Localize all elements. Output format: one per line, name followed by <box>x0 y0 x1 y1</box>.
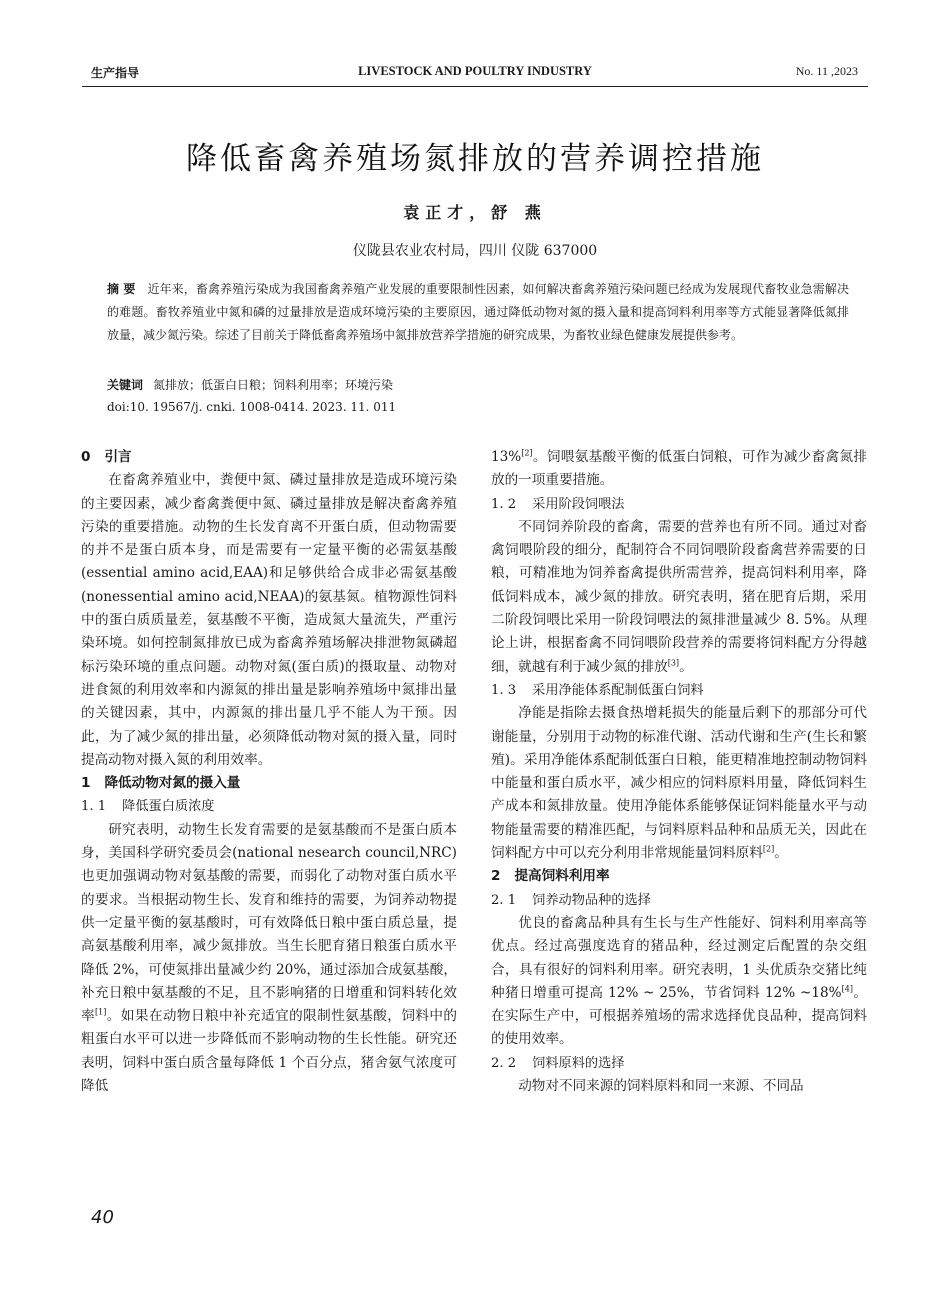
header-rule <box>82 86 868 87</box>
affiliation: 仪陇县农业农村局，四川 仪陇 637000 <box>352 243 598 259</box>
section-heading: 2 提高饲料利用率 <box>491 868 610 885</box>
journal-section-label: 生产指导 <box>91 66 140 80</box>
section-heading: 0 引言 <box>81 449 132 465</box>
abstract-label: 摘 要 <box>107 282 136 296</box>
citation: [2] <box>521 448 533 458</box>
page-number: 40 <box>91 1207 114 1228</box>
article-title: 降低畜禽养殖场氮排放的营养调控措施 <box>186 141 764 177</box>
paragraph: 优良的畜禽品种具有生长与生产性能好、饲料利用率高等优点。经过高强度选育的猪品种，经过测定后配置的杂交组合，具有很好的饲料利用率。研究表明，1 头优质杂交猪比纯种猪日增重可提高 12% ~ 25%，节省饲料 12% ~18%[4]。在实际生产中，可根据养殖场的需求选择优良品种，提高饲料的使用效率。 <box>491 914 868 1048</box>
citation: [4] <box>841 984 853 994</box>
paragraph: 净能是指除去摄食热增耗损失的能量后剩下的那部分可代谢能量，分别用于动物的标准代谢、活动代谢和生产(生长和繁殖)。采用净能体系配制低蛋白日粮，能更精准地控制动物饲料中能量和蛋白质水平，减少相应的饲料原料用量，降低饲料生产成本和氮排放量。使用净能体系能够保证饲料能量水平与动物能量需要的精准匹配，与饲料原料品种和品质无关，因此在饲料配方中可以充分利用非常规能量饲料原料[2]。 <box>491 705 867 862</box>
citation: [3] <box>667 658 680 668</box>
subsection-heading: 1. 1 降低蛋白质浓度 <box>81 799 215 815</box>
keywords-label: 关键词 <box>107 378 144 392</box>
right-column <box>491 446 867 1098</box>
journal-name: LIVESTOCK AND POULTRY INDUSTRY <box>358 64 592 78</box>
citation: [1] <box>95 1007 107 1017</box>
subsection-heading: 1. 2 采用阶段饲喂法 <box>491 496 625 512</box>
keywords-text: 氮排放；低蛋白日粮；饲料利用率；环境污染 <box>153 378 394 392</box>
abstract <box>107 278 849 347</box>
paragraph: 不同饲养阶段的畜禽，需要的营养也有所不同。通过对畜禽饲喂阶段的细分，配制符合不同饲喂阶段畜禽营养需要的日粮，可精准地为饲养畜禽提供所需营养，提高饲料利用率，降低饲料成本，减少氮的排放。研究表明，猪在肥育后期，采用二阶段饲喂比采用一阶段饲喂法的氮排泄量减少 8. 5%。从理论上讲，根据畜禽不同饲喂阶段营养的需要将饲料配方分得越细，就越有利于减少氮的排放[3]。 <box>491 518 867 675</box>
paragraph: 研究表明，动物生长发育需要的是氨基酸而不是蛋白质本身，美国科学研究委员会(national nesearch council,NRC)也更加强调动物对氨基酸的需要，而弱化了动物对蛋白质水平的要求。当根据动物生长、发育和维持的需要，为饲养动物提供一定量平衡的氨基酸时，可有效降低日粮中蛋白质总量，提高氨基酸利用率，减少氮排放。当生长肥育猪日粮蛋白质水平降低 2%，可使氮排出量减少约 20%，通过添加合成氨基酸，补充日粮中氨基酸的不足，且不影响猪的日增重和饲料转化效率[1]。如果在动物日粮中补充适宜的限制性氨基酸，饲料中的粗蛋白水平可以进一步降低而不影响动物的生长性能。研究还表明，饲料中蛋白质含量每降低 1 个百分点，猪舍氨气浓度可降低 <box>81 821 458 1095</box>
subsection-heading: 2. 2 饲料原料的选择 <box>491 1055 625 1071</box>
paragraph: 动物对不同来源的饲料原料和同一来源、不同品 <box>518 1078 804 1095</box>
paragraph: 在畜禽养殖业中，粪便中氮、磷过量排放是造成环境污染的主要因素，减少畜禽粪便中氮、磷过量排放是解决畜禽养殖污染的重要措施。动物的生长发育离不开蛋白质，但动物需要的并不是蛋白质本身，而是需要有一定量平衡的必需氨基酸(essential amino acid,EAA)和足够供给合成非必需氨基酸(nonessential amino acid,NEAA)的氨基氮。植物源性饲料中的蛋白质质量差，氨基酸不平衡，造成氮大量流失，严重污染环境。如何控制氮排放已成为畜禽养殖场解决排泄物氮磷超标污染环境的重点问题。动物对氮(蛋白质)的摄取量、动物对进食氮的利用效率和内源氮的排出量是影响养殖场中氮排出量的关键因素，其中，内源氮的排出量几乎不能人为干预。因此，为了减少氮的排出量，必须降低动物对氮的摄入量，同时提高动物对摄入氮的利用效率。 <box>81 472 457 768</box>
subsection-heading: 1. 3 采用净能体系配制低蛋白饲料 <box>491 682 704 698</box>
citation: [2] <box>762 844 775 854</box>
left-column <box>81 446 457 1098</box>
keywords <box>107 376 393 393</box>
subsection-heading: 2. 1 饲养动物品种的选择 <box>491 892 651 908</box>
abstract-text: 近年来，畜禽养殖污染成为我国畜禽养殖产业发展的重要限制性因素，如何解决畜禽养殖污染问题已经成为发展现代畜牧业急需解决的难题。畜牧养殖业中氮和磷的过量排放是造成环境污染的主要原因，通过降低动物对氮的摄入量和提高饲料利用率等方式能显著降低氮排放量，减少氮污染。综述了目前关于降低畜禽养殖场中氮排放营养学措施的研究成果，为畜牧业绿色健康发展提供参考。 <box>107 282 849 342</box>
authors: 袁正才，舒 燕 <box>403 203 547 222</box>
paragraph: 13%[2]。饲喂氨基酸平衡的低蛋白饲粮，可作为减少畜禽氮排放的一项重要措施。 <box>491 448 867 489</box>
issue-number: No. 11 ,2023 <box>795 64 858 78</box>
doi: doi:10. 19567/j. cnki. 1008-0414. 2023. 11. 011 <box>107 400 397 414</box>
section-heading: 1 降低动物对氮的摄入量 <box>81 775 241 792</box>
